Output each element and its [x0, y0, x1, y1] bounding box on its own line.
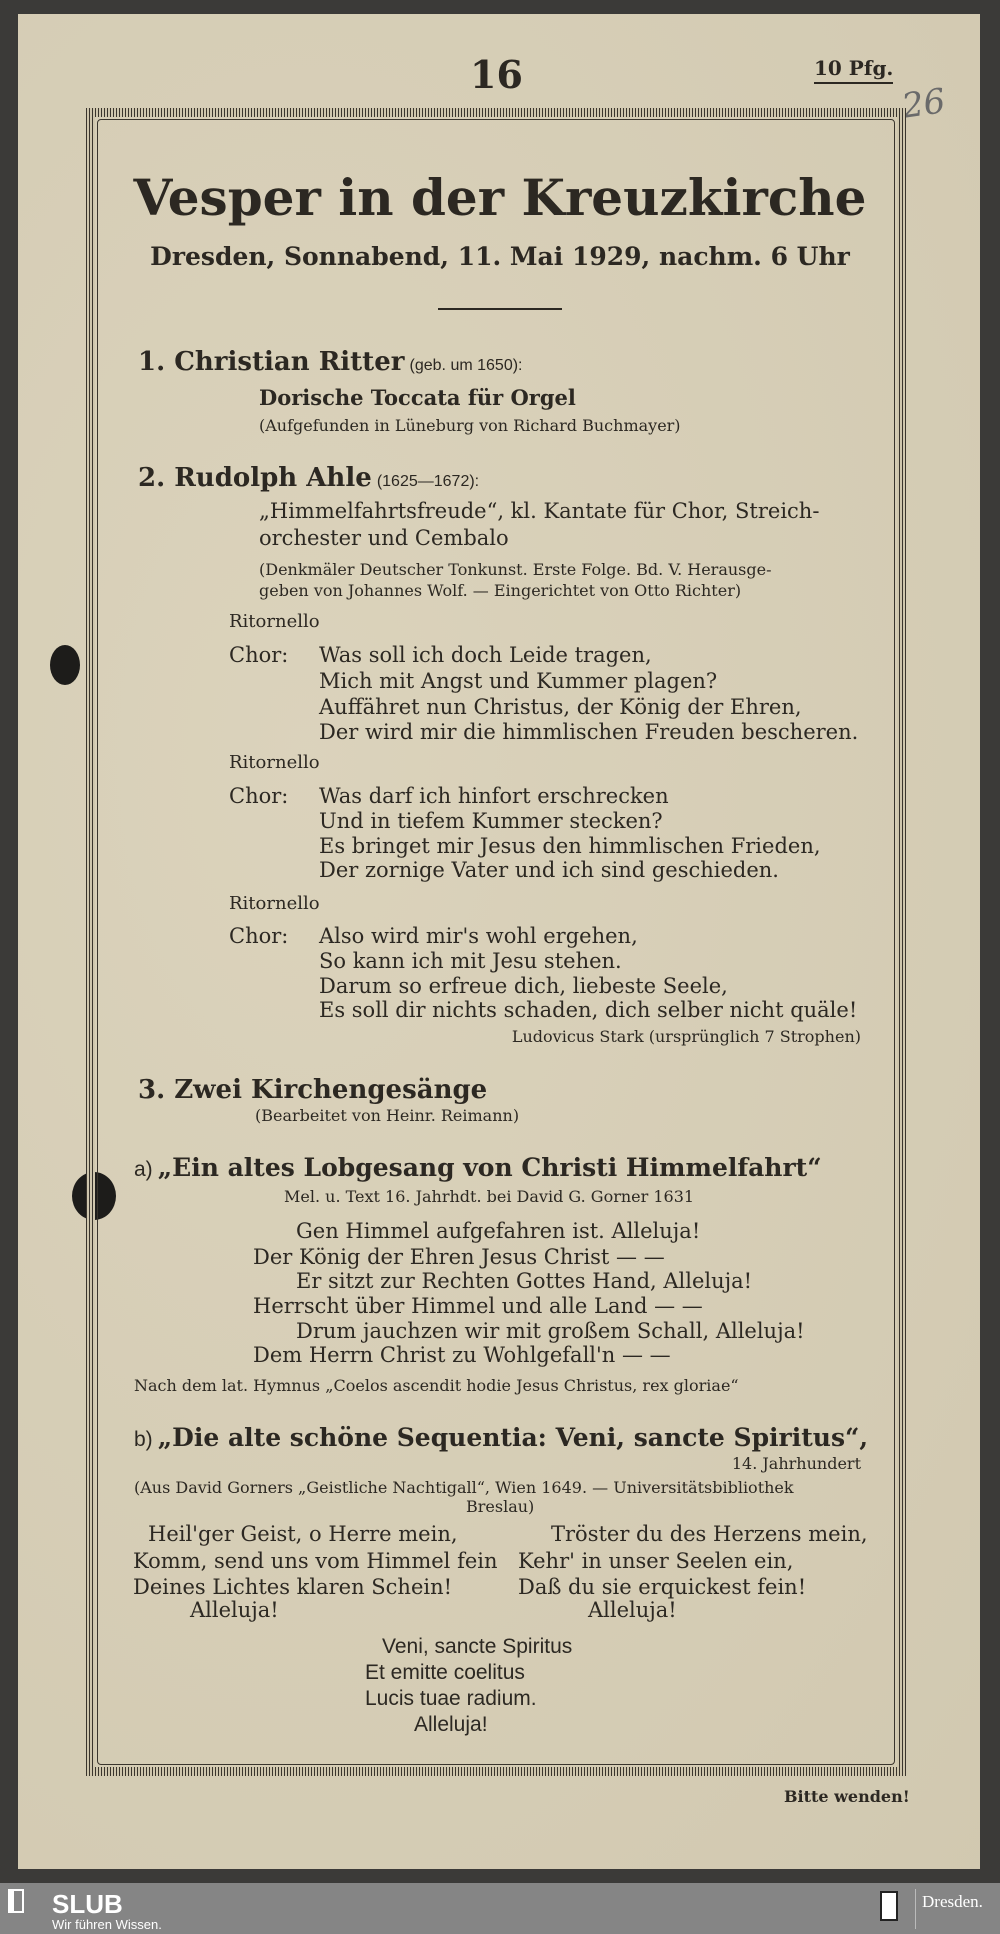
verse-line: Mich mit Angst und Kummer plagen? [319, 669, 718, 693]
divider [438, 308, 562, 310]
composer-dates: (geb. um 1650): [409, 357, 523, 374]
verse-line: Herrscht über Himmel und alle Land — — [253, 1294, 703, 1318]
arrangement-note: (Bearbeitet von Heinr. Reimann) [255, 1106, 520, 1125]
verse-line: Der wird mir die himmlischen Freuden bescheren. [319, 720, 859, 744]
item-2-heading [138, 465, 479, 491]
verse-line: Es soll dir nichts schaden, dich selber nicht quäle! [319, 998, 858, 1022]
song-b-title [134, 1425, 868, 1450]
song-label: a) [134, 1158, 153, 1181]
song-source: (Aus David Gorners „Geistliche Nachtigall“, Wien 1649. — Universitätsbibliothek [134, 1478, 794, 1497]
verse-left: Alleluja! [190, 1598, 279, 1622]
verse-line: Der König der Ehren Jesus Christ — — [253, 1245, 665, 1269]
latin-line: Alleluja! [414, 1713, 488, 1736]
punch-hole [50, 645, 80, 685]
composer-dates: (1625—1672): [376, 473, 480, 490]
verse-line: So kann ich mit Jesu stehen. [319, 949, 622, 973]
chor-label: Chor: [229, 784, 289, 808]
verse-line: Und in tiefem Kummer stecken? [319, 809, 663, 833]
item-3-heading: 3. Zwei Kirchengesänge [138, 1075, 488, 1105]
latin-line: Veni, sancte Spiritus [382, 1635, 573, 1658]
page-title: Vesper in der Kreuzkirche [133, 168, 867, 227]
verse-line: Drum jauchzen wir mit großem Schall, Alleluja! [296, 1319, 805, 1343]
song-century: 14. Jahrhundert [731, 1454, 861, 1473]
work-title: Dorische Toccata für Orgel [259, 385, 576, 410]
verse-line: Dem Herrn Christ zu Wohlgefall'n — — [253, 1343, 671, 1367]
chor-label: Chor: [229, 643, 289, 667]
verse-line: Was darf ich hinfort erschrecken [319, 784, 669, 808]
verse-left: Deines Lichtes klaren Schein! [133, 1575, 453, 1599]
coat-of-arms-icon [880, 1891, 898, 1921]
work-title: orchester und Cembalo [259, 526, 509, 550]
song-title: „Ein altes Lobgesang von Christi Himmelfahrt“ [157, 1153, 822, 1182]
song-label: b) [134, 1428, 153, 1451]
subtitle: Dresden, Sonnabend, 11. Mai 1929, nachm. 6 Uhr [150, 242, 850, 271]
book-icon [8, 1889, 24, 1913]
latin-line: Lucis tuae radium. [365, 1687, 537, 1710]
turn-over-note: Bitte wenden! [784, 1787, 910, 1806]
verse-line: Gen Himmel aufgefahren ist. Alleluja! [296, 1219, 701, 1243]
ritornello-label: Ritornello [229, 893, 320, 914]
slub-logo[interactable]: SLUB [52, 1889, 123, 1919]
verse-left: Komm, send uns vom Himmel fein [133, 1549, 498, 1573]
verse-right: Daß du sie erquickest fein! [518, 1575, 807, 1599]
work-title: „Himmelfahrtsfreude“, kl. Kantate für Chor, Streich- [259, 499, 820, 523]
verse-right: Tröster du des Herzens mein, [551, 1522, 868, 1546]
composer: 2. Rudolph Ahle [138, 463, 372, 493]
verse-line: Also wird mir's wohl ergehen, [319, 924, 638, 948]
logo-divider [915, 1889, 916, 1929]
verse-line: Er sitzt zur Rechten Gottes Hand, Alleluja! [296, 1269, 753, 1293]
work-note: (Denkmäler Deutscher Tonkunst. Erste Folge. Bd. V. Herausge- [259, 560, 772, 579]
slub-tagline: Wir führen Wissen. [52, 1917, 162, 1932]
song-a-title [134, 1155, 822, 1180]
page-number: 16 [470, 52, 523, 97]
handwritten-note: 26 [899, 81, 948, 127]
song-source: Breslau) [466, 1497, 535, 1516]
song-source: Mel. u. Text 16. Jahrhdt. bei David G. Gorner 1631 [284, 1187, 695, 1206]
item-1-heading [138, 349, 522, 375]
work-note: (Aufgefunden in Lüneburg von Richard Buchmayer) [259, 416, 681, 435]
verse-line: Darum so erfreue dich, liebeste Seele, [319, 974, 728, 998]
verse-left: Heil'ger Geist, o Herre mein, [148, 1522, 458, 1546]
hymn-footnote: Nach dem lat. Hymnus „Coelos ascendit hodie Jesus Christus, rex gloriae“ [134, 1376, 739, 1395]
price: 10 Pfg. [814, 56, 893, 84]
work-note: geben von Johannes Wolf. — Eingerichtet von Otto Richter) [259, 581, 742, 600]
ritornello-label: Ritornello [229, 752, 320, 773]
footer-bar [0, 1883, 1000, 1934]
verse-line: Was soll ich doch Leide tragen, [319, 643, 652, 667]
verse-right: Alleluja! [588, 1598, 677, 1622]
dresden-logo[interactable]: Dresden. [922, 1892, 983, 1911]
verse-line: Es bringet mir Jesus den himmlischen Frieden, [319, 834, 821, 858]
song-title: „Die alte schöne Sequentia: Veni, sancte Spiritus“, [157, 1423, 869, 1452]
chor-label: Chor: [229, 924, 289, 948]
verse-line: Der zornige Vater und ich sind geschieden. [319, 858, 779, 882]
verse-line: Auffähret nun Christus, der König der Ehren, [319, 695, 802, 719]
verse-right: Kehr' in unser Seelen ein, [518, 1549, 794, 1573]
composer: 1. Christian Ritter [138, 347, 405, 377]
text-author: Ludovicus Stark (ursprünglich 7 Strophen) [511, 1027, 861, 1046]
ritornello-label: Ritornello [229, 611, 320, 632]
latin-line: Et emitte coelitus [365, 1661, 525, 1684]
